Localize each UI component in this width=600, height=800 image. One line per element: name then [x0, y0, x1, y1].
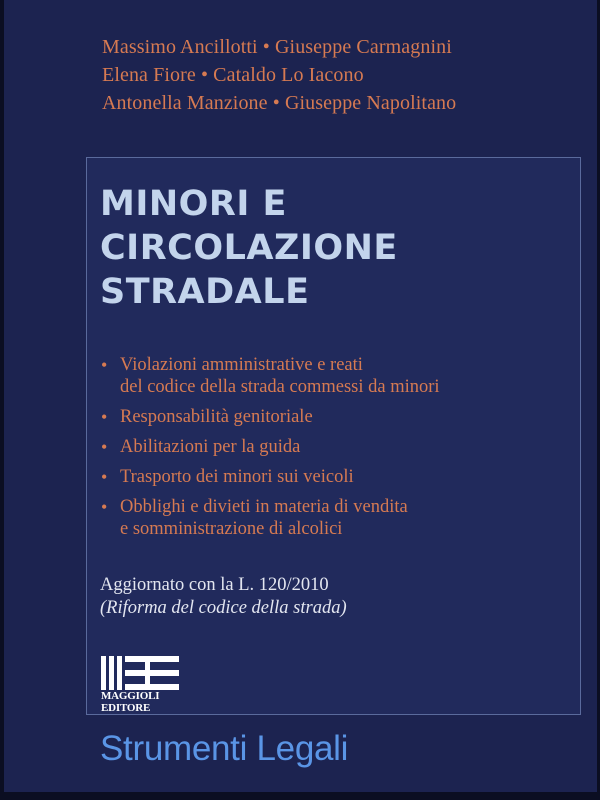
topic-text-continued: e somministrazione di alcolici — [120, 519, 343, 539]
publisher-name: MAGGIOLI — [101, 690, 160, 702]
authors-line: Elena Fiore • Cataldo Lo Iacono — [102, 64, 364, 86]
topic-text: Responsabilità genitoriale — [120, 407, 313, 427]
publisher-logo — [101, 656, 179, 718]
book-title — [100, 182, 560, 314]
bullet-icon: • — [101, 497, 108, 517]
topic-text: Abilitazioni per la guida — [120, 437, 301, 457]
bullet-icon: • — [101, 437, 108, 457]
series-name: Strumenti Legali — [100, 729, 349, 768]
topic-item — [98, 354, 568, 398]
bullet-icon: • — [101, 407, 108, 427]
authors-line: Antonella Manzione • Giuseppe Napolitano — [102, 92, 457, 114]
topic-item — [98, 436, 568, 458]
topics-list — [98, 354, 568, 548]
topic-text-continued: del codice della strada commessi da minori — [120, 377, 440, 397]
topic-item — [98, 496, 568, 540]
authors-block — [102, 33, 582, 117]
topic-text: Obblighi e divieti in materia di vendita — [120, 497, 408, 517]
topic-text: Violazioni amministrative e reati — [120, 355, 363, 375]
title-line: MINORI E — [100, 184, 287, 224]
title-line: STRADALE — [100, 272, 310, 312]
title-line: CIRCOLAZIONE — [100, 228, 398, 268]
maggioli-logo-icon — [101, 656, 179, 690]
authors-line: Massimo Ancillotti • Giuseppe Carmagnini — [102, 36, 452, 58]
topic-text: Trasporto dei minori sui veicoli — [120, 467, 354, 487]
cover-edge-left — [0, 0, 4, 800]
topic-item — [98, 466, 568, 488]
update-subline: (Riforma del codice della strada) — [100, 598, 347, 618]
cover-edge-bottom — [0, 792, 600, 800]
update-note — [100, 574, 560, 620]
publisher-name: EDITORE — [101, 702, 151, 714]
topic-item — [98, 406, 568, 428]
bullet-icon: • — [101, 467, 108, 487]
update-line: Aggiornato con la L. 120/2010 — [100, 575, 329, 595]
bullet-icon: • — [101, 355, 108, 375]
